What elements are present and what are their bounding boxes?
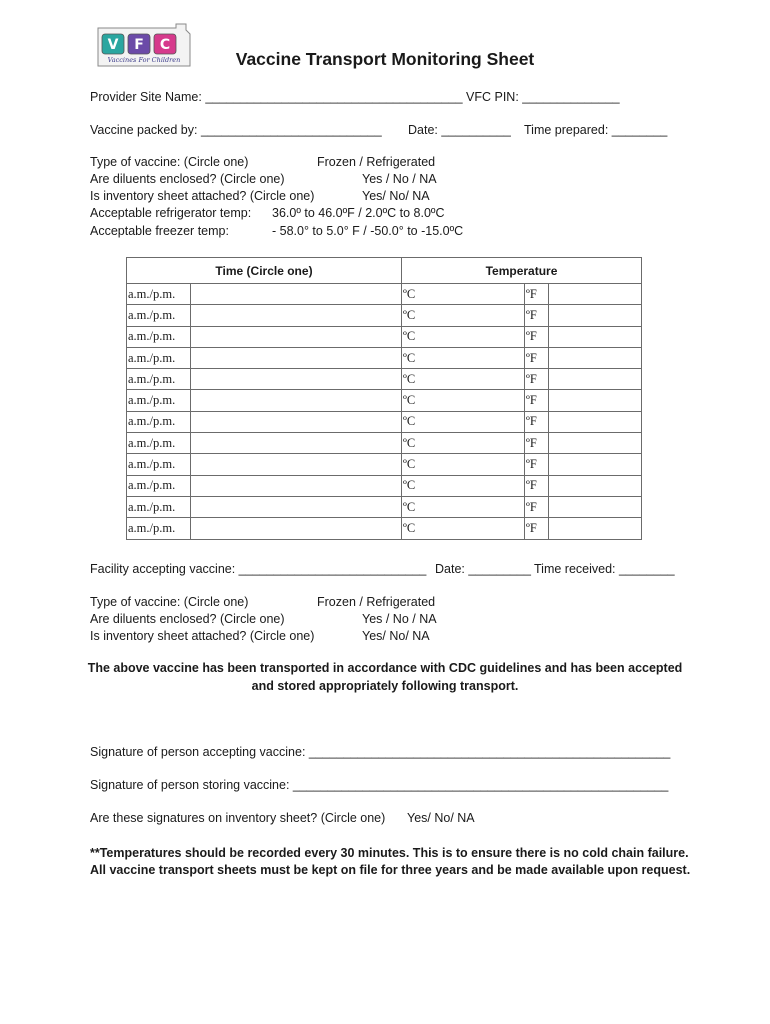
- table-row: [127, 284, 642, 305]
- diluents-value-2: Yes / No / NA: [362, 612, 437, 626]
- fahrenheit-unit-cell: ºF: [525, 433, 549, 454]
- time-entry-cell[interactable]: [191, 369, 402, 390]
- note-line-2: All vaccine transport sheets must be kept on file for three years and be made available upon request.: [90, 863, 691, 877]
- time-received-line: Time received: ________: [534, 562, 675, 576]
- temperature-header: Temperature: [402, 258, 642, 284]
- celsius-cell[interactable]: ºC: [402, 411, 525, 432]
- time-entry-cell[interactable]: [191, 496, 402, 517]
- celsius-cell[interactable]: ºC: [402, 284, 525, 305]
- table-row: [127, 326, 642, 347]
- fahrenheit-entry-cell[interactable]: [549, 326, 642, 347]
- fahrenheit-entry-cell[interactable]: [549, 284, 642, 305]
- time-entry-cell[interactable]: [191, 411, 402, 432]
- am-pm-cell[interactable]: a.m./p.m.: [127, 390, 191, 411]
- fahrenheit-entry-cell[interactable]: [549, 433, 642, 454]
- table-header-row: [127, 258, 642, 284]
- time-entry-cell[interactable]: [191, 326, 402, 347]
- am-pm-cell[interactable]: a.m./p.m.: [127, 305, 191, 326]
- fridge-temp-value: 36.0º to 46.0ºF / 2.0ºC to 8.0ºC: [272, 206, 445, 220]
- note-line-1: **Temperatures should be recorded every 30 minutes. This is to ensure there is no cold chain failure.: [90, 846, 689, 860]
- time-prepared-line: Time prepared: ________: [524, 123, 668, 137]
- time-entry-cell[interactable]: [191, 433, 402, 454]
- time-entry-cell[interactable]: [191, 347, 402, 368]
- inventory-label: Is inventory sheet attached? (Circle one): [90, 189, 315, 203]
- am-pm-cell[interactable]: a.m./p.m.: [127, 518, 191, 539]
- celsius-cell[interactable]: ºC: [402, 518, 525, 539]
- am-pm-cell[interactable]: a.m./p.m.: [127, 454, 191, 475]
- am-pm-cell[interactable]: a.m./p.m.: [127, 411, 191, 432]
- fahrenheit-entry-cell[interactable]: [549, 369, 642, 390]
- celsius-cell[interactable]: ºC: [402, 369, 525, 390]
- packed-by-line: Vaccine packed by: __________________________: [90, 123, 382, 137]
- freezer-temp-value: - 58.0° to 5.0° F / -50.0° to -15.0ºC: [272, 224, 464, 238]
- inventory-label-2: Is inventory sheet attached? (Circle one): [90, 629, 315, 643]
- provider-site-line: Provider Site Name: _____________________________________ VFC PIN: ______________: [90, 90, 620, 104]
- table-row: [127, 518, 642, 539]
- table-row: [127, 496, 642, 517]
- inventory-value-2: Yes/ No/ NA: [362, 629, 430, 643]
- table-row: [127, 369, 642, 390]
- date-prepared-line: Date: __________: [408, 123, 511, 137]
- celsius-cell[interactable]: ºC: [402, 305, 525, 326]
- time-entry-cell[interactable]: [191, 390, 402, 411]
- diluents-label: Are diluents enclosed? (Circle one): [90, 172, 285, 186]
- fahrenheit-entry-cell[interactable]: [549, 347, 642, 368]
- signatures-question: Are these signatures on inventory sheet? (Circle one): [90, 811, 386, 825]
- statement-line-1: The above vaccine has been transported in accordance with CDC guidelines and has been accepted: [87, 661, 683, 675]
- diluents-label-2: Are diluents enclosed? (Circle one): [90, 612, 285, 626]
- fahrenheit-unit-cell: ºF: [525, 454, 549, 475]
- logo-letter-c: C: [159, 37, 171, 53]
- vaccine-type-value: Frozen / Refrigerated: [317, 155, 436, 169]
- am-pm-cell[interactable]: a.m./p.m.: [127, 475, 191, 496]
- fahrenheit-entry-cell[interactable]: [549, 411, 642, 432]
- am-pm-cell[interactable]: a.m./p.m.: [127, 347, 191, 368]
- time-entry-cell[interactable]: [191, 518, 402, 539]
- logo-letter-v: V: [107, 37, 119, 53]
- vaccine-type-value-2: Frozen / Refrigerated: [317, 595, 436, 609]
- table-row: [127, 454, 642, 475]
- signatures-answer: Yes/ No/ NA: [407, 811, 475, 825]
- fahrenheit-unit-cell: ºF: [525, 284, 549, 305]
- inventory-value: Yes/ No/ NA: [362, 189, 430, 203]
- signature-accepting-line: Signature of person accepting vaccine: ____________________________________________________: [90, 745, 671, 759]
- fahrenheit-unit-cell: ºF: [525, 475, 549, 496]
- celsius-cell[interactable]: ºC: [402, 454, 525, 475]
- fahrenheit-unit-cell: ºF: [525, 496, 549, 517]
- diluents-value: Yes / No / NA: [362, 172, 437, 186]
- fahrenheit-entry-cell[interactable]: [549, 305, 642, 326]
- fahrenheit-entry-cell[interactable]: [549, 390, 642, 411]
- am-pm-cell[interactable]: a.m./p.m.: [127, 326, 191, 347]
- table-row: [127, 347, 642, 368]
- celsius-cell[interactable]: ºC: [402, 347, 525, 368]
- celsius-cell[interactable]: ºC: [402, 326, 525, 347]
- table-row: [127, 411, 642, 432]
- facility-accepting-line: Facility accepting vaccine: ___________________________: [90, 562, 427, 576]
- table-row: [127, 390, 642, 411]
- am-pm-cell[interactable]: a.m./p.m.: [127, 433, 191, 454]
- table-row: [127, 475, 642, 496]
- celsius-cell[interactable]: ºC: [402, 496, 525, 517]
- fahrenheit-unit-cell: ºF: [525, 411, 549, 432]
- statement-line-2: and stored appropriately following transport.: [251, 679, 519, 693]
- temperature-log-table: [126, 257, 642, 540]
- am-pm-cell[interactable]: a.m./p.m.: [127, 284, 191, 305]
- table-row: [127, 433, 642, 454]
- logo-tagline: Vaccines For Children: [107, 56, 181, 64]
- signature-storing-line: Signature of person storing vaccine: ______________________________________________________: [90, 778, 669, 792]
- celsius-cell[interactable]: ºC: [402, 433, 525, 454]
- celsius-cell[interactable]: ºC: [402, 390, 525, 411]
- fahrenheit-entry-cell[interactable]: [549, 518, 642, 539]
- fahrenheit-entry-cell[interactable]: [549, 475, 642, 496]
- am-pm-cell[interactable]: a.m./p.m.: [127, 496, 191, 517]
- date-received-line: Date: _________: [435, 562, 531, 576]
- logo-letter-f: F: [134, 37, 144, 53]
- fahrenheit-unit-cell: ºF: [525, 518, 549, 539]
- fahrenheit-unit-cell: ºF: [525, 305, 549, 326]
- time-entry-cell[interactable]: [191, 454, 402, 475]
- celsius-cell[interactable]: ºC: [402, 475, 525, 496]
- fahrenheit-unit-cell: ºF: [525, 369, 549, 390]
- am-pm-cell[interactable]: a.m./p.m.: [127, 369, 191, 390]
- time-entry-cell[interactable]: [191, 305, 402, 326]
- time-entry-cell[interactable]: [191, 284, 402, 305]
- vaccine-type-label-2: Type of vaccine: (Circle one): [90, 595, 249, 609]
- table-row: [127, 305, 642, 326]
- time-header: Time (Circle one): [127, 258, 402, 284]
- freezer-temp-label: Acceptable freezer temp:: [90, 224, 229, 238]
- vaccine-type-label: Type of vaccine: (Circle one): [90, 155, 249, 169]
- fridge-temp-label: Acceptable refrigerator temp:: [90, 206, 252, 220]
- fahrenheit-unit-cell: ºF: [525, 326, 549, 347]
- fahrenheit-unit-cell: ºF: [525, 347, 549, 368]
- page-title: Vaccine Transport Monitoring Sheet: [235, 49, 535, 69]
- fahrenheit-entry-cell[interactable]: [549, 496, 642, 517]
- time-entry-cell[interactable]: [191, 475, 402, 496]
- fahrenheit-entry-cell[interactable]: [549, 454, 642, 475]
- fahrenheit-unit-cell: ºF: [525, 390, 549, 411]
